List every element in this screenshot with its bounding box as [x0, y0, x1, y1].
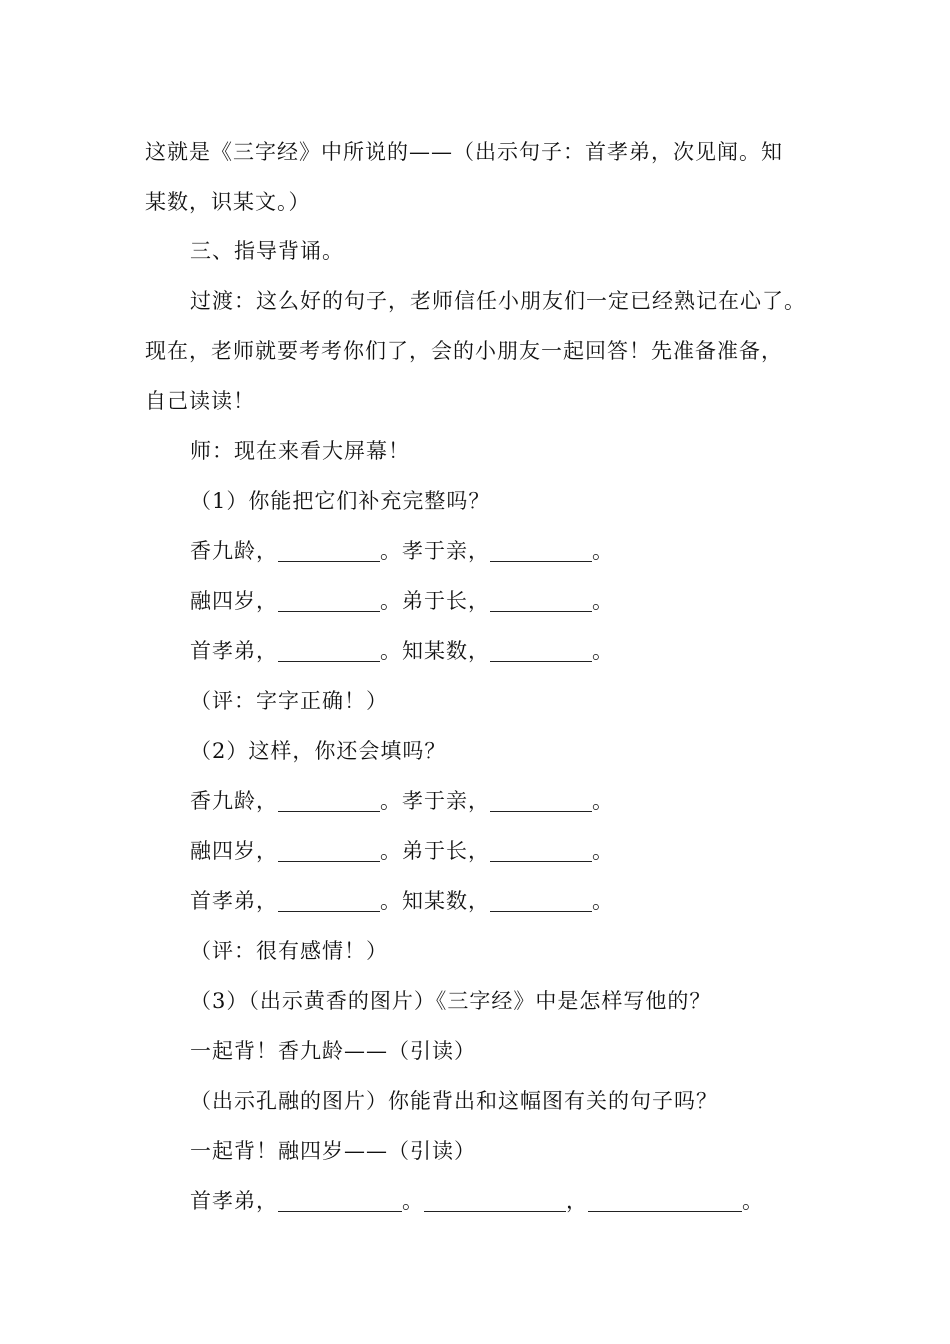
verse-text: 。 — [592, 589, 614, 613]
verse-text: 首孝弟， — [190, 639, 278, 663]
fill-blank-line — [190, 886, 614, 916]
fill-blank-line — [190, 636, 614, 666]
verse-text: 。 — [592, 639, 614, 663]
paragraph-line: （出示孔融的图片）你能背出和这幅图有关的句子吗？ — [190, 1089, 718, 1113]
answer-blank — [278, 641, 380, 662]
verse-text: 香九龄， — [190, 789, 278, 813]
verse-text: 。孝于亲， — [380, 539, 490, 563]
verse-text: 融四岁， — [190, 589, 278, 613]
answer-blank — [424, 1191, 566, 1212]
answer-blank — [490, 641, 592, 662]
fill-blank-line — [190, 786, 614, 816]
verse-text: 融四岁， — [190, 839, 278, 863]
answer-blank — [278, 841, 380, 862]
evaluation-note: （评：很有感情！） — [190, 939, 388, 963]
verse-text: 。知某数， — [380, 639, 490, 663]
question-heading: （2）这样，你还会填吗？ — [190, 739, 447, 763]
paragraph-line: 现在，老师就要考考你们了，会的小朋友一起回答！先准备准备， — [145, 339, 783, 363]
verse-text: 。 — [592, 889, 614, 913]
answer-blank — [490, 591, 592, 612]
answer-blank — [278, 541, 380, 562]
answer-blank — [278, 591, 380, 612]
fill-blank-line — [190, 536, 614, 566]
paragraph-line: 过渡：这么好的句子，老师信任小朋友们一定已经熟记在心了。 — [190, 289, 806, 313]
verse-text: 香九龄， — [190, 539, 278, 563]
verse-text: 首孝弟， — [190, 889, 278, 913]
answer-blank — [490, 541, 592, 562]
verse-text: 。 — [592, 539, 614, 563]
verse-text: 。知某数， — [380, 889, 490, 913]
verse-text: ， — [566, 1189, 588, 1213]
fill-blank-line — [190, 586, 614, 616]
answer-blank — [278, 1191, 402, 1212]
question-heading: （1）你能把它们补充完整吗？ — [190, 489, 491, 513]
paragraph-line: 自己读读！ — [145, 389, 255, 413]
answer-blank — [278, 891, 380, 912]
paragraph-line: 某数，识某文。） — [145, 190, 311, 214]
answer-blank — [490, 891, 592, 912]
question-heading: （3）（出示黄香的图片）《三字经》中是怎样写他的？ — [190, 989, 712, 1013]
verse-text: 。 — [592, 789, 614, 813]
answer-blank — [588, 1191, 742, 1212]
verse-text: 。孝于亲， — [380, 789, 490, 813]
verse-text: 。 — [402, 1189, 424, 1213]
verse-text: 。弟于长， — [380, 589, 490, 613]
fill-blank-line — [190, 1186, 764, 1216]
paragraph-line: 这就是《三字经》中所说的——（出示句子：首孝弟，次见闻。知 — [145, 140, 783, 164]
answer-blank — [490, 841, 592, 862]
verse-text: 。 — [742, 1189, 764, 1213]
paragraph-line: 师：现在来看大屏幕！ — [190, 439, 410, 463]
paragraph-line: 一起背！融四岁——（引读） — [190, 1139, 476, 1163]
section-heading: 三、指导背诵。 — [190, 239, 344, 263]
answer-blank — [278, 791, 380, 812]
answer-blank — [490, 791, 592, 812]
paragraph-line: 一起背！香九龄——（引读） — [190, 1039, 476, 1063]
fill-blank-line — [190, 836, 614, 866]
verse-text: 。 — [592, 839, 614, 863]
evaluation-note: （评：字字正确！） — [190, 689, 388, 713]
verse-text: 。弟于长， — [380, 839, 490, 863]
verse-text: 首孝弟， — [190, 1189, 278, 1213]
